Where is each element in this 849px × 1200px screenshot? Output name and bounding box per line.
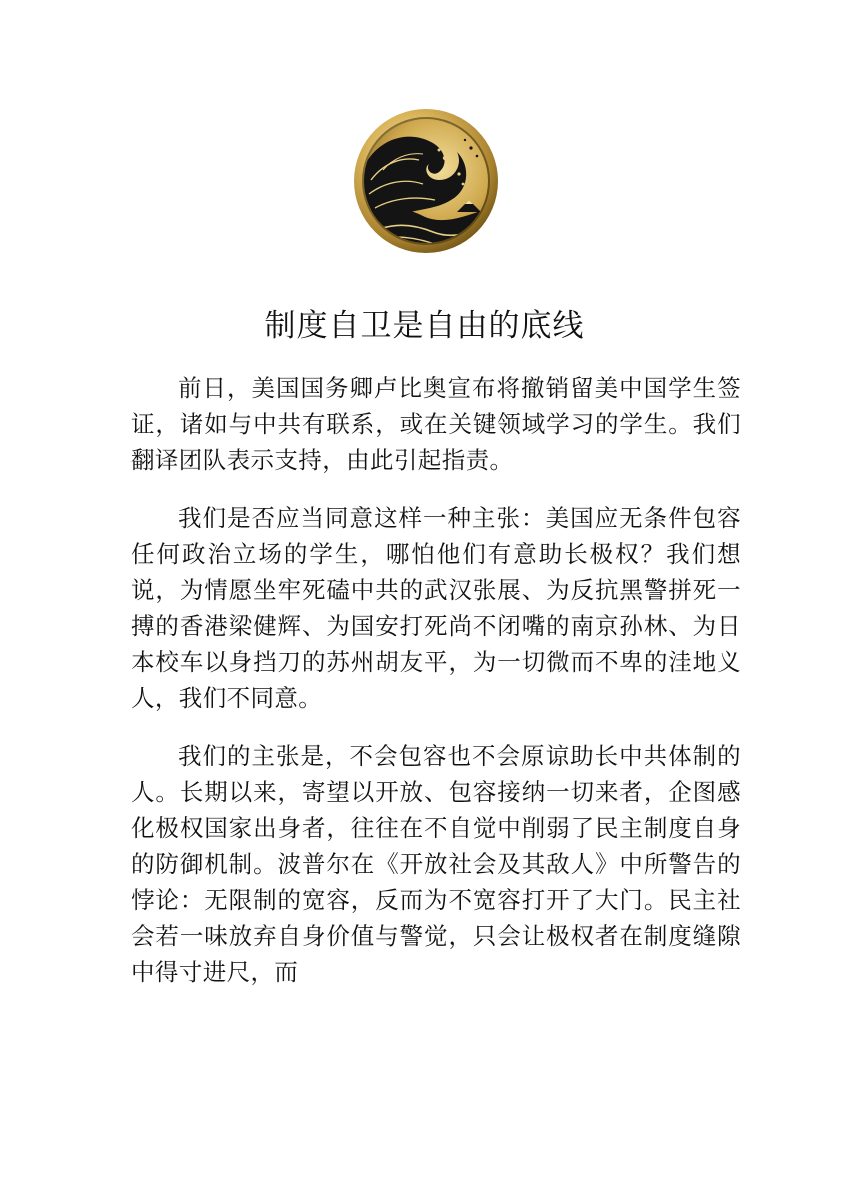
paragraph-1: 前日，美国国务卿卢比奥宣布将撤销留美中国学生签证，诸如与中共有联系，或在关键领域学习的学生。我们翻译团队表示支持，由此引起指责。 [131,374,741,474]
article-body [131,370,741,1012]
paragraph-2: 我们是否应当同意这样一种主张：美国应无条件包容任何政治立场的学生，哪怕他们有意助长极权？我们想说，为情愿坐牢死磕中共的武汉张展、为反抗黑警拼死一搏的香港梁健辉、为国安打死尚不闭嘴的南京孙林、为日本校车以身挡刀的苏州胡友平，为一切微而不卑的洼地义人，我们不同意。 [131,504,741,712]
paragraph-3: 我们的主张是，不会包容也不会原谅助长中共体制的人。长期以来，寄望以开放、包容接纳一切来者，企图感化极权国家出身者，往往在不自觉中削弱了民主制度自身的防御机制。波普尔在《开放社会及其敌人》中所警告的悖论：无限制的宽容，反而为不宽容打开了大门。民主社会若一味放弃自身价值与警觉，只会让极权者在制度缝隙中得寸进尺，而 [131,742,741,986]
document-title: 制度自卫是自由的底线 [264,308,585,344]
great-wave-logo-icon [353,108,499,254]
